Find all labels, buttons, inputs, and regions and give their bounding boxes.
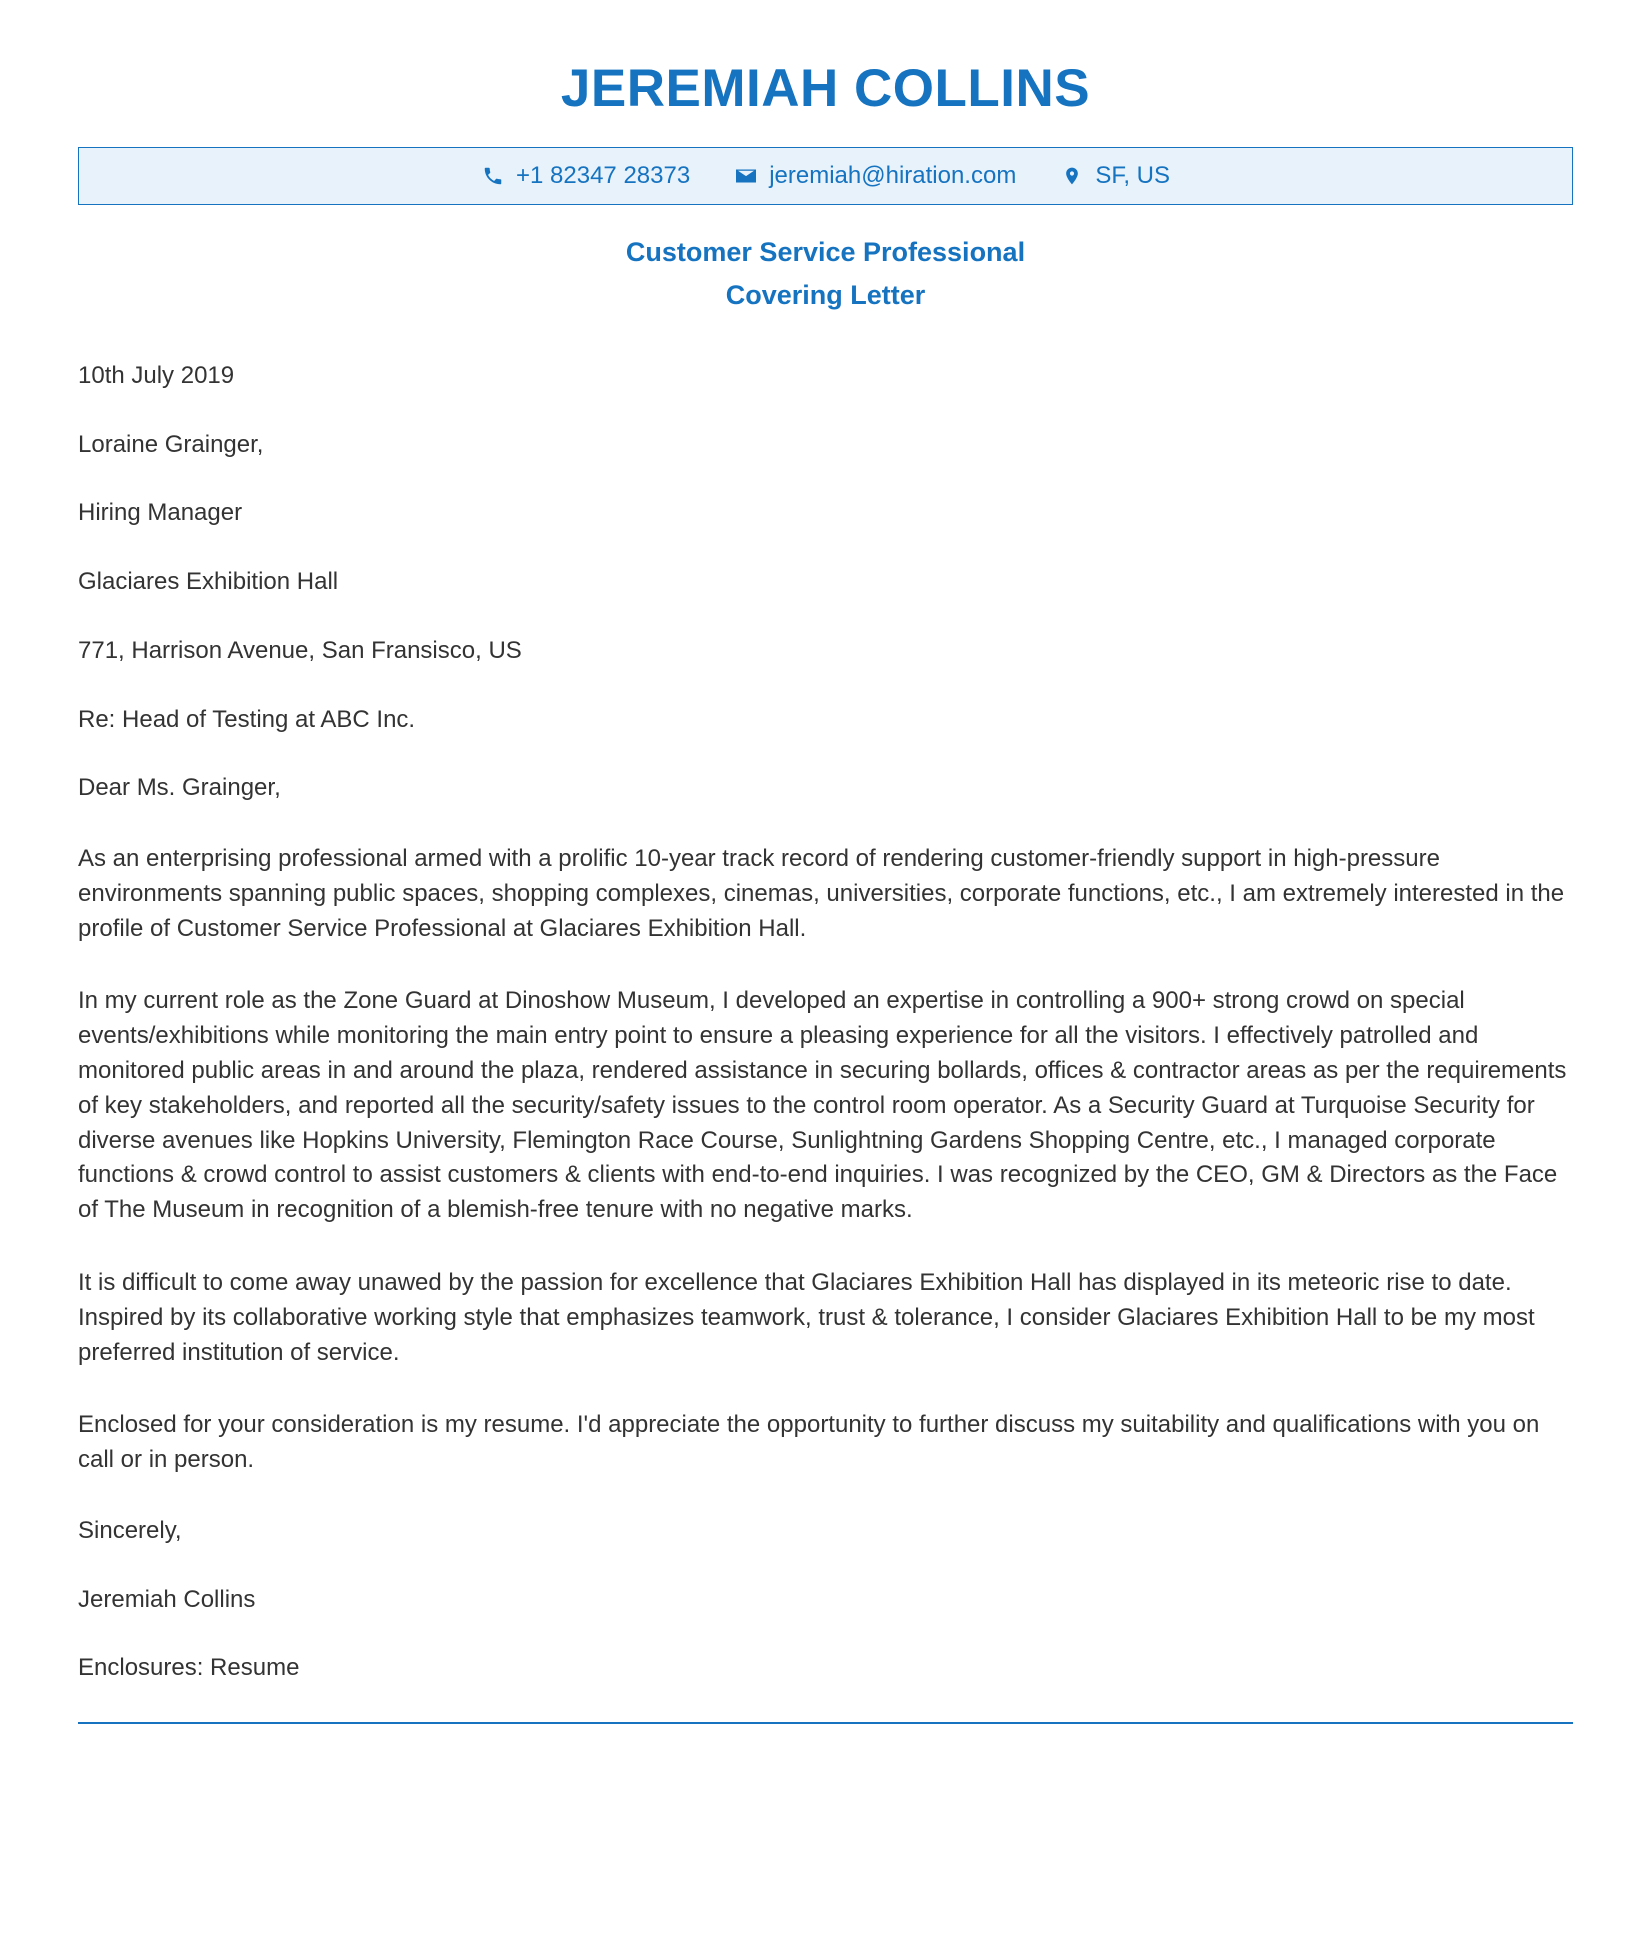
recipient-address: 771, Harrison Avenue, San Fransisco, US [78,636,522,664]
subject-line-role: Customer Service Professional [625,237,1026,267]
letter-enclosures: Enclosures: Resume [78,1654,300,1682]
recipient-title: Hiring Manager [78,499,243,527]
page-title: JEREMIAH COLLINS [560,59,1091,118]
letter-paragraph-3: It is difficult to come away unawed by the passion for excellence that Glaciares Exhibition Hall has displayed in its meteoric rise to date. Inspired by its collaborative working style that emphasizes teamwork, trust & tolerance, I consider Glaciares Exhibition Hall to be my most preferred institution of service. [78,1269,1535,1366]
letter-signature-name: Jeremiah Collins [78,1585,256,1613]
footer-divider [78,1722,1573,1724]
contact-location [1060,162,1170,190]
letter-paragraph-1: As an enterprising professional armed with a prolific 10-year track record of rendering customer-friendly support in high-pressure environments spanning public spaces, shopping complexes, cinemas, universities, corporate functions, etc., I am extremely interested in the profile of Customer Service Professional at Glaciares Exhibition Hall. [78,845,1565,942]
contact-email-text: jeremiah@hiration.com [769,162,1017,189]
letter-paragraph-2: In my current role as the Zone Guard at Dinoshow Museum, I developed an expertise in controlling a 900+ strong crowd on special events/exhibitions while monitoring the main entry point to ensure a pleasing experience for all the visitors. I effectively patrolled and monitored public areas in and around the plaza, rendered assistance in securing bollards, offices & contractor areas as per the requirements of key stakeholders, and reported all the security/safety issues to the control room operator. As a Security Guard at Turquoise Security for diverse avenues like Hopkins University, Flemington Race Course, Sunlightning Gardens Shopping Centre, etc., I managed corporate functions & crowd control to assist customers & clients with end-to-end inquiries. I was recognized by the CEO, GM & Directors as the Face of The Museum in recognition of a blemish-free tenure with no negative marks. [78,987,1567,1224]
envelope-icon [734,164,758,188]
contact-location-text: SF, US [1095,162,1170,189]
letter-date: 10th July 2019 [78,362,235,389]
contact-bar [78,147,1573,205]
location-pin-icon [1060,164,1084,188]
subject-block [78,237,1573,311]
contact-phone [481,162,690,190]
letter-reference: Re: Head of Testing at ABC Inc. [78,705,416,733]
letter-salutation: Dear Ms. Grainger, [78,774,281,802]
letter-body [78,361,1573,1684]
letter-closing: Sincerely, [78,1516,182,1544]
contact-phone-text: +1 82347 28373 [516,162,691,189]
phone-icon [481,164,505,188]
subject-line-doc-type: Covering Letter [725,280,926,310]
recipient-company: Glaciares Exhibition Hall [78,568,339,596]
contact-email [734,162,1016,190]
recipient-name: Loraine Grainger, [78,430,264,458]
letter-paragraph-4: Enclosed for your consideration is my resume. I'd appreciate the opportunity to further discuss my suitability and qualifications with you on call or in person. [78,1411,1540,1474]
